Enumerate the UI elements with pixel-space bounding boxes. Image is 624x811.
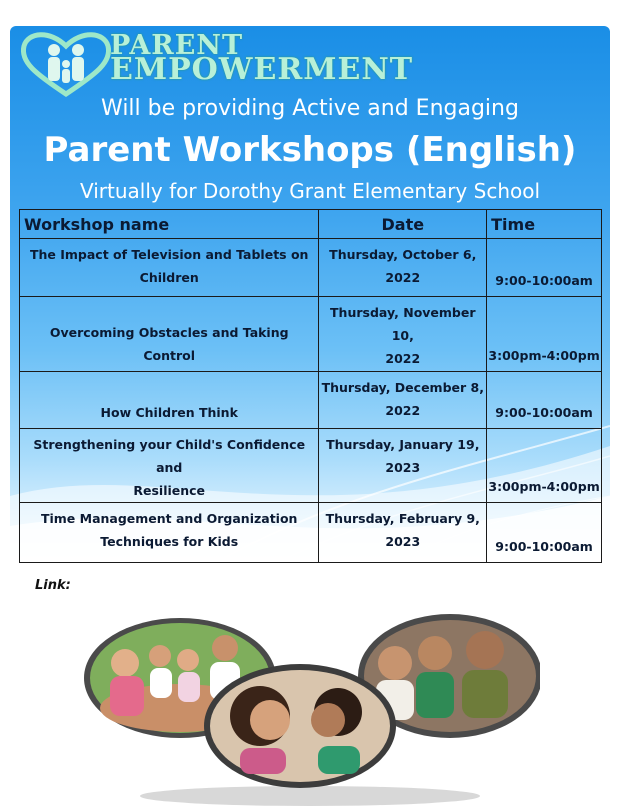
time-cell: 9:00-10:00am [487,372,602,429]
family-photos [80,608,540,808]
workshop-table [19,209,602,563]
family-heart-logo-icon [16,28,116,98]
table-row [20,239,602,297]
brand-wordmark [110,32,413,85]
flyer-banner [10,26,610,566]
workshop-name-cell: Overcoming Obstacles and Taking Control [20,297,319,372]
workshop-name-cell: Time Management and Organization Techniques for Kids [20,503,319,563]
time-cell: 3:00pm-4:00pm [487,429,602,503]
table-row [20,297,602,372]
page-title: Parent Workshops (English) [43,130,577,170]
brand-line-2: EMPOWERMENT [110,52,414,87]
table-header-row [20,210,602,239]
workshop-name-cell: The Impact of Television and Tablets on Children [20,239,319,297]
workshop-name-cell: Strengthening your Child's Confidence and Resilience [20,429,319,503]
photo-mother-and-son [204,664,396,788]
date-cell: Thursday, November 10, 2022 [319,297,487,372]
table-row [20,372,602,429]
header-time: Time [487,210,602,239]
link-label: Link: [35,578,71,593]
time-cell: 9:00-10:00am [487,503,602,563]
date-cell: Thursday, January 19, 2023 [319,429,487,503]
table-row [20,503,602,563]
subtitle: Will be providing Active and Engaging [101,96,519,121]
header-date: Date [319,210,487,239]
date-cell: Thursday, February 9, 2023 [319,503,487,563]
date-cell: Thursday, October 6, 2022 [319,239,487,297]
brand-line-1: PARENT [110,30,244,61]
header-workshop-name: Workshop name [20,210,319,239]
workshop-name-cell: How Children Think [20,372,319,429]
date-cell: Thursday, December 8, 2022 [319,372,487,429]
tagline: Virtually for Dorothy Grant Elementary School [79,179,541,203]
time-cell: 9:00-10:00am [487,239,602,297]
table-row [20,429,602,503]
time-cell: 3:00pm-4:00pm [487,297,602,372]
